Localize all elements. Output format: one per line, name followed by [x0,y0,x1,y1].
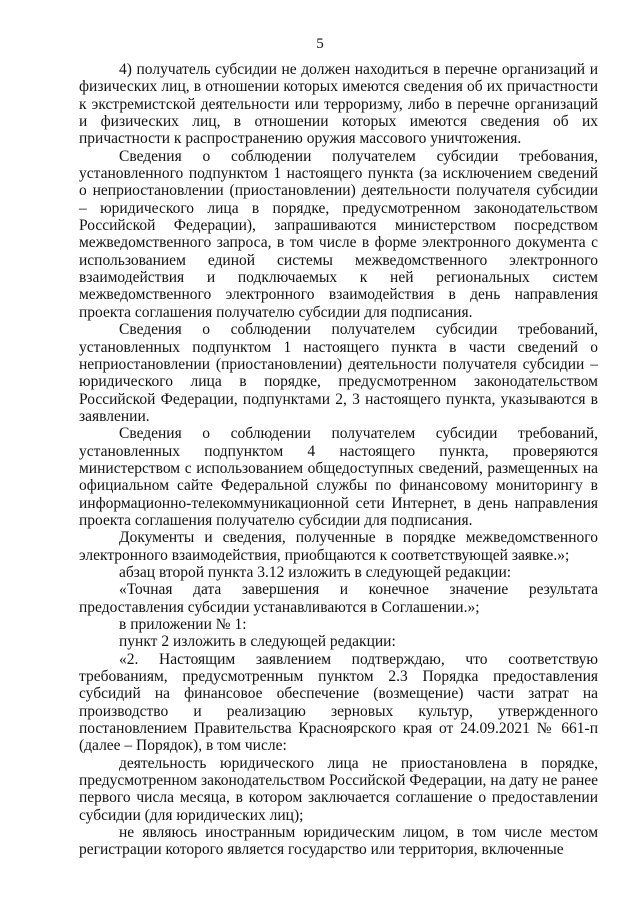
paragraph-item-2-amendment: пункт 2 изложить в следующей редакции: [119,633,396,651]
document-body [79,61,598,859]
paragraph-not-foreign-entity: не являюсь иностранным юридическим лицом, в том числе местом регистрации которого является государство или территория, включенные [79,824,598,859]
paragraph-info-requirement-1: Сведения о соблюдении получателем субсидии требования, установленного подпунктом 1 настоящего пункта (за исключением сведений о неприостановлении (приостановлении) деятельности получателя субсидии – юридического лица в порядке, предусмотренном законодательством Российской Федерации), запрашиваются министерством посредством межведомственного запроса, в том числе в форме электронного документа с использованием единой системы межведомственного электронного взаимодействия и подключаемых к ней региональных систем межведомственного электронного взаимодействия в день направления проекта соглашения получателю субсидии для подписания. [79,147,598,321]
paragraph-info-requirement-4: Сведения о соблюдении получателем субсидии требований, установленных подпунктом 4 настоящего пункта, проверяются министерством с использованием общедоступных сведений, размещенных на официальном сайте Федеральной службы по финансовому мониторингу в информационно-телекоммуникационной сети Интернет, в день направления проекта соглашения получателю субсидии для подписания. [79,425,598,529]
paragraph-appendix-1: в приложении № 1: [119,616,247,633]
page-number: 5 [316,36,324,52]
paragraph-documents-attached: Документы и сведения, полученные в порядке межведомственного электронного взаимодействия, приобщаются к соответствующей заявке.»; [79,529,598,564]
paragraph-subsidy-recipient-condition-4: 4) получатель субсидии не должен находиться в перечне организаций и физических лиц, в отношении которых имеются сведения об их причастности к экстремистской деятельности или терроризму, либо в перечне организаций и физических лиц, в отношении которых имеются сведения об их причастности к распространению оружия массового уничтожения. [79,61,598,148]
paragraph-activity-not-suspended: деятельность юридического лица не приостановлена в порядке, предусмотренном законодательством Российской Федерации, на дату не ранее первого числа месяца, в котором заключается соглашение о предоставлении субсидии (для юридических лиц); [79,754,598,824]
paragraph-quoted-declaration: «2. Настоящим заявлением подтверждаю, что соответствую требованиям, предусмотренным пунктом 2.3 Порядка предоставления субсидий на финансовое обеспечение (возмещение) части затрат на производство и реализацию зерновых культур, утвержденного постановлением Правительства Красноярского края от 24.09.2021 № 661-п (далее – Порядок), в том числе: [79,650,598,755]
paragraph-amendment-3-12: абзац второй пункта 3.12 изложить в следующей редакции: [119,563,512,581]
paragraph-quoted-result-date: «Точная дата завершения и конечное значение результата предоставления субсидии устанавливаются в Соглашении.»; [79,581,598,616]
paragraph-info-requirements-2-3: Сведения о соблюдении получателем субсидии требований, установленных подпунктом 1 настоящего пункта в части сведений о неприостановлении (приостановлении) деятельности получателя субсидии – юридического лица в порядке, предусмотренном законодательством Российской Федерации, подпунктами 2, 3 настоящего пункта, указываются в заявлении. [79,321,598,425]
